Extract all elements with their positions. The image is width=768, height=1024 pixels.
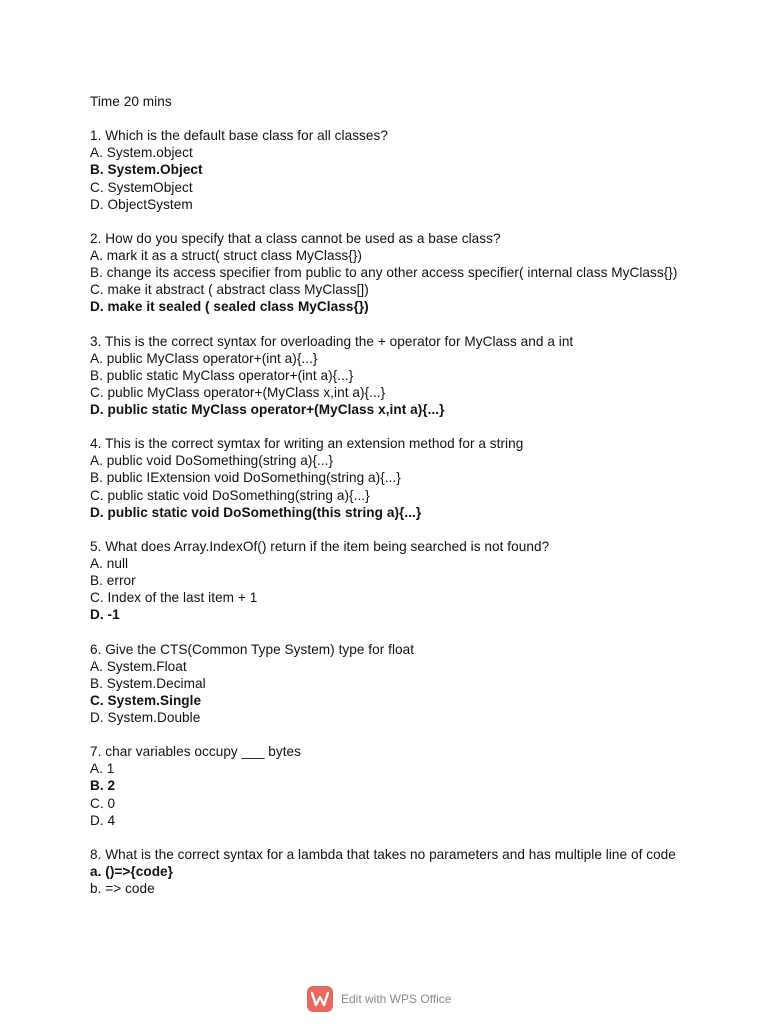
spacer — [90, 315, 690, 332]
answer-option: B. System.Decimal — [90, 675, 206, 691]
answer-option: A. 1 — [90, 761, 115, 777]
question-text: 8. What is the correct syntax for a lambda that takes no parameters and has multiple line of code — [90, 846, 676, 862]
answer-option-correct: B. 2 — [90, 778, 116, 794]
answer-option: B. public IExtension void DoSomething(string a){...} — [90, 470, 401, 486]
question-text: 5. What does Array.IndexOf() return if the item being searched is not found? — [90, 538, 550, 554]
answer-option: b. => code — [90, 881, 155, 897]
answer-option: C. SystemObject — [90, 179, 193, 195]
answer-option: C. Index of the last item + 1 — [90, 590, 258, 606]
question-block — [90, 127, 690, 212]
answer-option: D. 4 — [90, 812, 116, 828]
spacer — [90, 829, 690, 846]
wps-logo-icon — [307, 986, 333, 1012]
answer-option: D. ObjectSystem — [90, 196, 193, 212]
wps-edit-banner[interactable] — [307, 985, 451, 1013]
answer-option: A. mark it as a struct( struct class MyClass{}) — [90, 248, 363, 264]
question-text: 3. This is the correct syntax for overloading the + operator for MyClass and a int — [90, 333, 574, 349]
question-block — [90, 743, 690, 828]
answer-option-correct: a. ()=>{code} — [90, 863, 174, 879]
answer-option: C. public MyClass operator+(MyClass x,int a){...} — [90, 384, 386, 400]
question-block — [90, 230, 690, 315]
answer-option: A. public MyClass operator+(int a){...} — [90, 350, 318, 366]
question-text: 2. How do you specify that a class cannot be used as a base class? — [90, 230, 501, 246]
answer-option: A. null — [90, 556, 129, 571]
answer-option: D. System.Double — [90, 709, 201, 725]
spacer — [90, 213, 690, 230]
question-block — [90, 641, 690, 726]
wps-edit-label[interactable]: Edit with WPS Office — [341, 992, 452, 1006]
answer-option-correct: D. -1 — [90, 607, 120, 623]
question-block — [90, 333, 690, 418]
answer-option: B. error — [90, 573, 136, 589]
answer-option-correct: D. public static void DoSomething(this string a){...} — [90, 504, 422, 520]
answer-option: C. public static void DoSomething(string a){...} — [90, 487, 370, 503]
answer-option-correct: D. public static MyClass operator+(MyClass x,int a){...} — [90, 401, 445, 417]
question-text: 7. char variables occupy ___ bytes — [90, 744, 302, 760]
spacer — [90, 726, 690, 743]
question-text: 4. This is the correct symtax for writing an extension method for a string — [90, 436, 524, 452]
answer-option: A. System.object — [90, 145, 193, 161]
spacer — [90, 623, 690, 640]
answer-option-correct: C. System.Single — [90, 692, 202, 708]
question-block — [90, 435, 690, 520]
answer-option: C. 0 — [90, 795, 116, 811]
answer-option: B. change its access specifier from public to any other access specifier( internal class MyClass{}) — [90, 265, 678, 281]
question-block — [90, 538, 690, 623]
spacer — [90, 418, 690, 435]
question-block — [90, 846, 690, 897]
answer-option: C. make it abstract ( abstract class MyClass[]) — [90, 282, 369, 298]
question-text: 1. Which is the default base class for all classes? — [90, 128, 388, 144]
answer-option-correct: D. make it sealed ( sealed class MyClass{}) — [90, 299, 369, 315]
question-list — [90, 127, 690, 897]
answer-option: B. public static MyClass operator+(int a){...} — [90, 367, 354, 383]
answer-option: A. System.Float — [90, 658, 187, 674]
question-text: 6. Give the CTS(Common Type System) type for float — [90, 641, 415, 657]
answer-option-correct: B. System.Object — [90, 162, 203, 178]
answer-option: A. public void DoSomething(string a){...} — [90, 453, 334, 469]
spacer — [90, 110, 690, 127]
time-limit: Time 20 mins — [90, 94, 172, 109]
quiz-document — [90, 93, 690, 897]
spacer — [90, 521, 690, 538]
